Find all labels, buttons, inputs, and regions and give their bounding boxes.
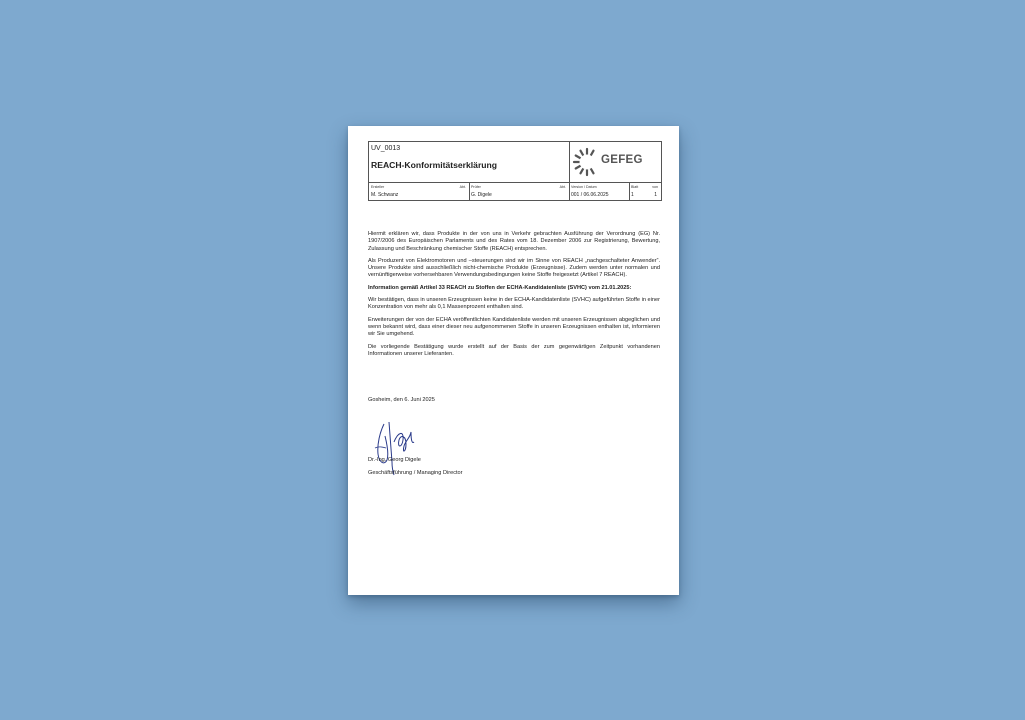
signer-role: Geschäftsführung / Managing Director — [368, 470, 463, 476]
blatt-cell — [629, 183, 661, 201]
header-meta-row — [369, 182, 661, 201]
ersteller-label: Ersteller — [371, 185, 385, 189]
ersteller-cell — [369, 183, 470, 201]
paragraph: Wir bestätigen, dass in unseren Erzeugnissen keine in der ECHA-Kandidatenliste (SVHC) aufgeführten Stoffe in einer Konzentration von mehr als 0,1 Massenprozent enthalten sind. — [368, 297, 660, 311]
document-title: REACH-Konformitätserklärung — [371, 160, 498, 170]
company-logo — [571, 144, 659, 180]
paragraph: Als Produzent von Elektromotoren und –steuerungen sind wir im Sinne von REACH „nachgeschalteter Anwender“. Unsere Produkte sind ausschließlich nicht-chemische Produkte (Erzeugnisse). Zudem werden unter normalen und vernünftigerweise vorhersehbaren Verwendungsbedingungen keine Stoffe freigesetzt (Artikel 7 REACH). — [368, 257, 660, 279]
document-body — [368, 231, 660, 363]
signature-icon — [370, 418, 428, 476]
blatt-label: Blatt — [631, 185, 639, 189]
ersteller-abt-label: Abt. — [459, 185, 466, 189]
logo-text: GEFEG — [601, 154, 643, 166]
von-label: von — [652, 185, 658, 189]
paragraph: Die vorliegende Bestätigung wurde erstellt auf der Basis der zum gegenwärtigen Zeitpunkt vorhandenen Informationen unserer Lieferanten. — [368, 343, 660, 357]
version-cell — [569, 183, 630, 201]
document-page — [348, 126, 679, 595]
document-code: UV_0013 — [371, 145, 401, 152]
signer-name: Dr.-Ing. Georg Digele — [368, 457, 421, 463]
blatt-value: 1 — [631, 192, 634, 198]
place-date: Gosheim, den 6. Juni 2025 — [368, 397, 435, 403]
paragraph: Erweiterungen der von der ECHA veröffentlichten Kandidatenliste werden mit unseren Erzeugnissen abgeglichen und wenn bekannt wird, dass einer dieser neu aufgenommenen Stoffe in unseren Erzeugnissen enthalten ist, informieren wir Sie umgehend. — [368, 316, 660, 338]
paragraph: Hiermit erklären wir, dass Produkte in der von uns in Verkehr gebrachten Ausführung der Verordnung (EG) Nr. 1907/2006 des Europäischen Parlaments und des Rates vom 18. Dezember 2006 zur Registrierung, Bewertung, Zulassung und Beschränkung chemischer Stoffe (REACH) entsprechen. — [368, 231, 660, 252]
header-title-cell — [369, 142, 570, 182]
pruefer-abt-label: Abt. — [559, 185, 566, 189]
pruefer-cell — [469, 183, 570, 201]
pruefer-value: G. Digele — [471, 192, 492, 198]
ersteller-value: M. Schwanz — [371, 192, 399, 198]
von-value: 1 — [654, 192, 657, 198]
pruefer-label: Prüfer — [471, 185, 481, 189]
version-value: 001 / 06.06.2025 — [571, 192, 609, 198]
version-label: Version / Datum — [571, 185, 597, 189]
section-heading: Information gemäß Artikel 33 REACH zu Stoffen der ECHA-Kandidatenliste (SVHC) vom 21.01.2025: — [368, 284, 632, 291]
gefeg-logo-icon — [571, 144, 603, 180]
document-header — [368, 141, 662, 201]
